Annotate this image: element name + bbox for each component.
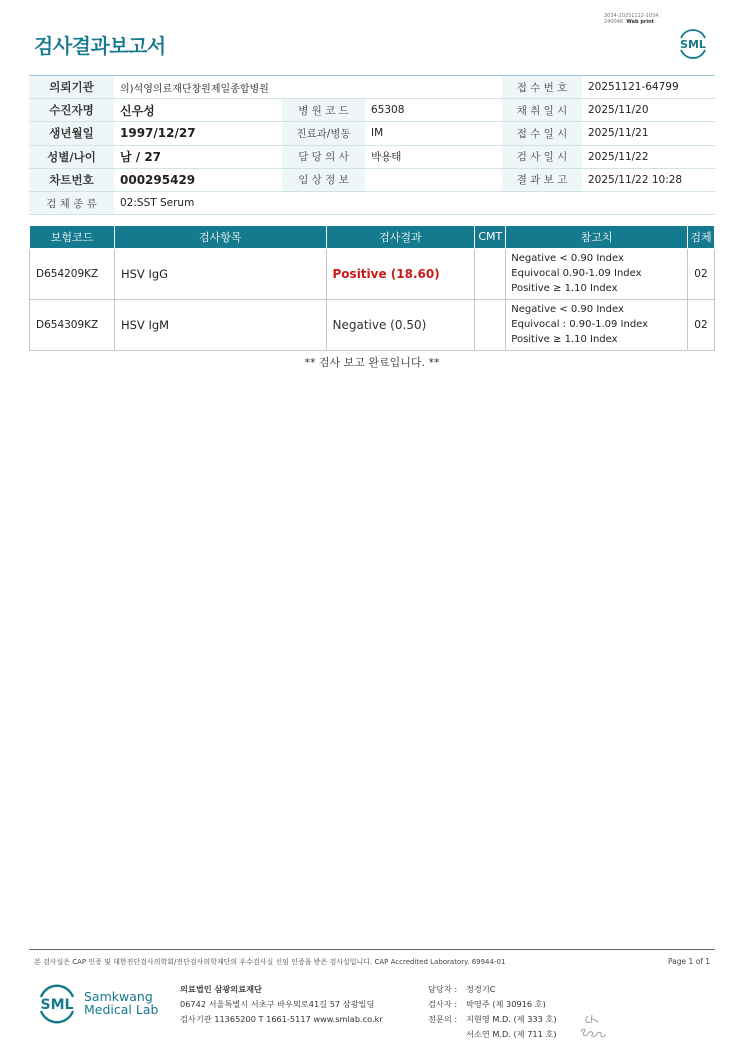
staff-row [428, 1027, 557, 1042]
hospital-code: 65308 [365, 99, 502, 122]
reference-line: Negative < 0.90 Index [511, 304, 624, 315]
test-date: 2025/11/22 [582, 145, 715, 168]
organization-contact: 검사기관 11365200 T 1661-5117 www.smlab.co.kr [180, 1014, 383, 1024]
info-row [29, 145, 715, 168]
sml-logo-icon [676, 26, 710, 60]
header-cmt: CMT [475, 226, 506, 248]
label-clinical-info: 임 상 정 보 [282, 168, 365, 191]
table-row [30, 248, 715, 299]
specimen-type: 02:SST Serum [114, 191, 715, 214]
cmt-cell [475, 299, 506, 350]
staff-row [428, 982, 557, 997]
organization-address: 06742 서울특별시 서초구 바우뫼로41길 57 삼광빌딩 [180, 999, 375, 1009]
label-patient-name: 수진자명 [29, 99, 114, 122]
footer-divider [29, 949, 715, 950]
label-receipt-number: 접 수 번 호 [502, 76, 582, 99]
brand-line1: Samkwang [84, 989, 153, 1004]
info-row [29, 191, 715, 214]
header-test-result: 검사결과 [326, 226, 475, 248]
info-row [29, 76, 715, 99]
reference-line: Positive ≥ 1.10 Index [511, 283, 618, 294]
brand-name [84, 990, 158, 1016]
document-id [604, 13, 659, 25]
header-insurance-code: 보험코드 [30, 226, 115, 248]
reference-range [506, 248, 688, 299]
staff-list [428, 982, 557, 1042]
table-row [30, 299, 715, 350]
receipt-number: 20251121-64799 [582, 76, 715, 99]
page-title: 검사결과보고서 [34, 34, 166, 58]
report-date: 2025/11/22 10:28 [582, 168, 715, 191]
specimen-code: 02 [687, 299, 714, 350]
clinical-info [365, 168, 502, 191]
label-requesting-institution: 의뢰기관 [29, 76, 114, 99]
reference-line: Negative < 0.90 Index [511, 253, 624, 264]
label-receipt-date: 접 수 일 시 [502, 122, 582, 145]
staff-row [428, 997, 557, 1012]
document-id-line2: 240046 [604, 19, 624, 25]
results-header-row [30, 226, 715, 248]
test-result-positive: Positive (18.60) [326, 248, 475, 299]
collection-date: 2025/11/20 [582, 99, 715, 122]
reference-line: Equivocal : 0.90-1.09 Index [511, 319, 649, 330]
label-report-date: 결 과 보 고 [502, 168, 582, 191]
label-sex-age: 성별/나이 [29, 145, 114, 168]
reference-range [506, 299, 688, 350]
insurance-code: D654309KZ [30, 299, 115, 350]
info-row [29, 168, 715, 191]
organization-info [180, 982, 383, 1027]
staff-name: 박영주 (제 30916 호) [466, 999, 546, 1009]
staff-name: 서소연 M.D. (제 711 호) [466, 1029, 557, 1039]
staff-label: 담당자 : [428, 984, 458, 994]
staff-label: 전문의 : [428, 1014, 458, 1024]
label-physician: 담 당 의 사 [282, 145, 365, 168]
birth-date: 1997/12/27 [114, 122, 282, 145]
requesting-institution: 의)석영의료재단창원제일종합병원 [114, 76, 502, 99]
staff-label: 검사자 : [428, 999, 458, 1009]
footer-logo-text: SML [40, 997, 74, 1013]
certification-note: 본 검사실은 CAP 인증 및 대한진단검사의학회/진단검사의학재단의 우수검사실 신임 인증을 받은 검사실입니다. CAP Accredited Laboratory. 69944-01 [34, 958, 506, 966]
patient-info-table [29, 75, 715, 215]
test-item: HSV IgG [114, 248, 326, 299]
test-result-negative: Negative (0.50) [326, 299, 475, 350]
label-collection-date: 채 취 일 시 [502, 99, 582, 122]
insurance-code: D654209KZ [30, 248, 115, 299]
organization-name: 의료법인 삼광의료재단 [180, 984, 262, 994]
logo-text: SML [680, 38, 706, 51]
label-department: 진료과/병동 [282, 122, 365, 145]
specimen-code: 02 [687, 248, 714, 299]
samkwang-logo-icon [36, 982, 78, 1024]
receipt-date: 2025/11/21 [582, 122, 715, 145]
info-row [29, 99, 715, 122]
reference-line: Equivocal 0.90-1.09 Index [511, 268, 642, 279]
signature-icon [578, 1010, 610, 1040]
cmt-cell [475, 248, 506, 299]
document-id-line1: 3034-20251122-1034 [604, 13, 659, 19]
label-test-date: 검 사 일 시 [502, 145, 582, 168]
brand-line2: Medical Lab [84, 1002, 159, 1017]
results-table [29, 226, 715, 351]
label-specimen-type: 검 체 종 류 [29, 191, 114, 214]
department: IM [365, 122, 502, 145]
patient-name: 신우성 [114, 99, 282, 122]
staff-name: 지현영 M.D. (제 333 호) [466, 1014, 557, 1024]
web-print-label: Web print [626, 19, 655, 25]
header-test-item: 검사항목 [114, 226, 326, 248]
physician: 박용태 [365, 145, 502, 168]
chart-number: 000295429 [114, 168, 282, 191]
label-chart-number: 차트번호 [29, 168, 114, 191]
sex-age: 남 / 27 [114, 145, 282, 168]
header-reference: 참고치 [506, 226, 688, 248]
label-birth-date: 생년월일 [29, 122, 114, 145]
page-number: Page 1 of 1 [668, 957, 711, 966]
label-hospital-code: 병 원 코 드 [282, 99, 365, 122]
completion-note: ** 검사 보고 완료입니다. ** [304, 356, 440, 369]
test-item: HSV IgM [114, 299, 326, 350]
header-specimen: 검체 [687, 226, 714, 248]
staff-name: 정경기C [466, 984, 496, 994]
staff-row [428, 1012, 557, 1027]
reference-line: Positive ≥ 1.10 Index [511, 334, 618, 345]
info-row [29, 122, 715, 145]
